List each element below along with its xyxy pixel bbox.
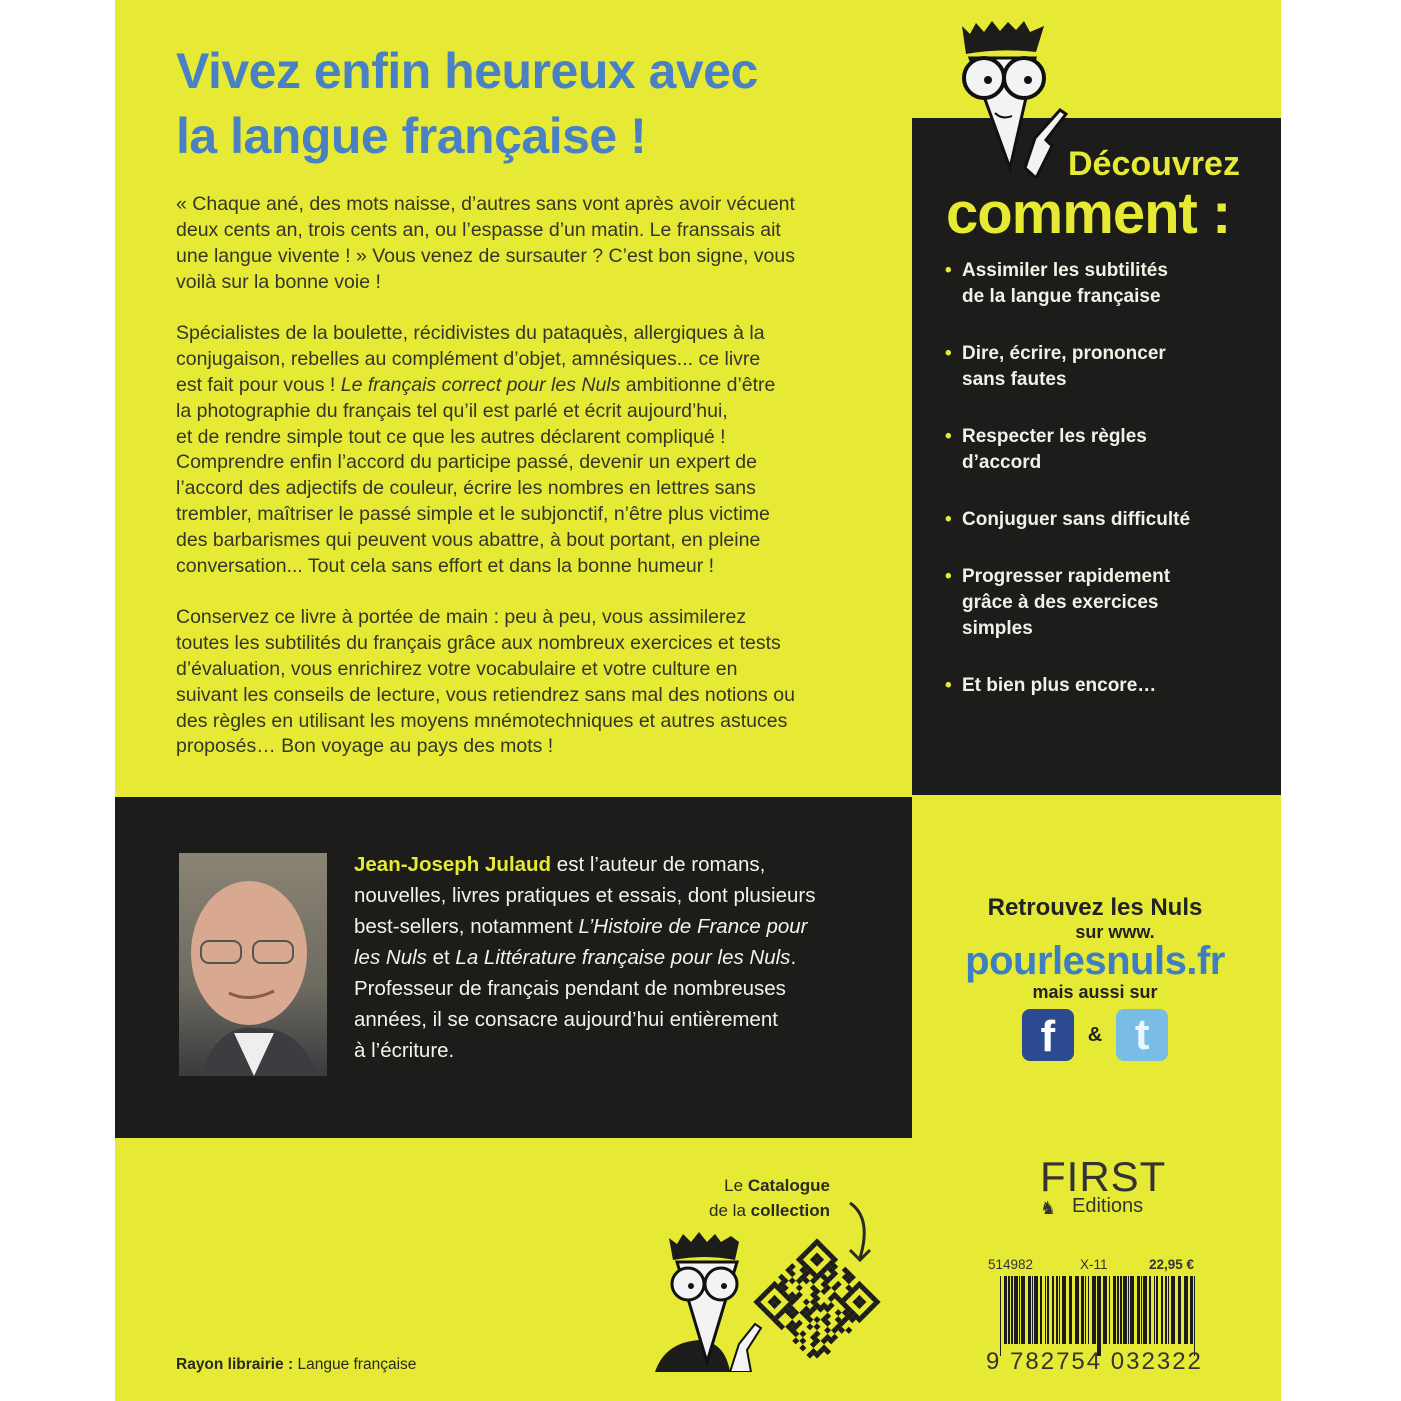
text-line: toutes les subtilités du français grâce aux nombreux exercices et tests: [176, 631, 781, 654]
barcode-bar: [1149, 1276, 1151, 1344]
text-line: deux cents an, trois cents an, ou l’espasse d’un matin. Le franssais ait: [176, 218, 781, 241]
text-line: [176, 373, 775, 399]
barcode-bar: [1019, 1276, 1020, 1344]
promo-text: sur www.: [1075, 922, 1155, 942]
website-promo: [930, 893, 1260, 1061]
text: collection: [750, 1201, 830, 1220]
text-line: • Progresser rapidement: [962, 566, 1171, 587]
text-line: [354, 911, 816, 942]
text-line: [354, 942, 816, 973]
qr-module: [799, 1330, 806, 1337]
text-line: conjugaison, rebelles au complément d’objet, amnésiques... ce livre: [176, 347, 761, 370]
barcode-bar: [1143, 1276, 1147, 1344]
barcode: [1000, 1276, 1200, 1356]
intro-paragraph: [176, 192, 795, 296]
qr-module: [796, 1284, 803, 1291]
text-line: • Dire, écrire, prononcer: [962, 343, 1166, 364]
barcode-bar: [1154, 1276, 1155, 1344]
text: est fait pour vous !: [176, 373, 341, 396]
series-code: X-11: [1080, 1257, 1108, 1272]
barcode-bar: [1047, 1276, 1049, 1344]
qr-module: [799, 1344, 806, 1351]
text: est l’auteur de romans,: [551, 853, 766, 876]
text-line: de la langue française: [962, 286, 1161, 307]
author-bio: [354, 849, 816, 1066]
qr-module: [835, 1309, 842, 1316]
discover-heading: Découvrez: [1068, 145, 1240, 183]
shelf-label: Rayon librairie :: [176, 1356, 294, 1373]
text-line: « Chaque ané, des mots naisse, d’autres sans vont après avoir vécuent: [176, 193, 795, 215]
barcode-bar: [1123, 1276, 1127, 1344]
text-line: à l’écriture.: [354, 1039, 455, 1062]
text: best-sellers, notamment: [354, 915, 579, 938]
barcode-bar: [1178, 1276, 1181, 1344]
book-title: Le français correct pour les Nuls: [340, 373, 621, 396]
facebook-icon[interactable]: f: [1022, 1009, 1074, 1061]
text-line: l’accord des adjectifs de couleur, écrire les nombres en lettres sans: [176, 477, 756, 500]
feature-item: [945, 424, 1265, 476]
text-line: une langue vivente ! » Vous venez de sursauter ? C’est bon signe, vous: [176, 244, 795, 267]
qr-module: [792, 1337, 799, 1344]
text-line: • Conjuguer sans difficulté: [962, 509, 1191, 530]
text-line: Comprendre enfin l’accord du participe passé, devenir un expert de: [176, 451, 758, 474]
dummies-character-icon: [940, 18, 1070, 178]
website-link[interactable]: pourlesnuls.fr: [965, 939, 1225, 983]
product-code: 514982: [988, 1257, 1034, 1272]
text-line: Conservez ce livre à portée de main : peu à peu, vous assimilerez: [176, 606, 747, 628]
barcode-bar: [1011, 1276, 1013, 1344]
text-line: d’accord: [962, 452, 1042, 473]
barcode-bar: [1088, 1276, 1089, 1344]
barcode-bar: [1103, 1276, 1107, 1344]
closing-paragraph: [176, 605, 795, 760]
barcode-bar: [1165, 1276, 1167, 1344]
text: 032322: [1110, 1348, 1203, 1375]
barcode-bar: [1045, 1276, 1046, 1344]
text: Le: [724, 1176, 748, 1195]
barcode-bar: [1034, 1276, 1038, 1344]
barcode-bar: [1014, 1276, 1018, 1344]
isbn: [986, 1348, 1203, 1376]
barcode-bar: [1184, 1276, 1188, 1344]
qr-module: [803, 1298, 810, 1305]
qr-module: [824, 1327, 831, 1334]
text-line: conversation... Tout cela sans effort et dans la bonne humeur !: [176, 555, 715, 578]
catalogue-label: [700, 1173, 830, 1223]
barcode-bar: [1161, 1276, 1163, 1344]
text: ambitionne d’être: [620, 373, 776, 396]
ampersand: &: [1087, 1023, 1103, 1046]
price: 22,95 €: [1149, 1257, 1195, 1272]
feature-list: [945, 258, 1265, 730]
text-line: [354, 849, 816, 880]
shelf-value: Langue française: [293, 1356, 417, 1373]
qr-module: [789, 1277, 796, 1284]
publisher-emblem-icon: ♞: [1040, 1198, 1057, 1218]
barcode-bar: [1008, 1276, 1010, 1344]
barcode-bar: [1120, 1276, 1122, 1344]
barcode-bar: [1062, 1276, 1066, 1344]
text-line: la photographie du français tel qu’il est parlé et écrit aujourd’hui,: [176, 399, 728, 422]
feature-item: [945, 673, 1265, 699]
text-line: trembler, maîtriser le passé simple et le subjonctif, n’être plus victime: [176, 503, 770, 526]
publisher-subtitle: Editions: [1072, 1195, 1144, 1217]
qr-code[interactable]: [745, 1232, 890, 1372]
barcode-bar: [1156, 1276, 1158, 1344]
barcode-bar: [1056, 1276, 1058, 1344]
barcode-bar: [1128, 1276, 1129, 1344]
text-line: voilà sur la bonne voie !: [176, 270, 381, 293]
shelf-category: [176, 1356, 416, 1374]
text: 782754: [1010, 1348, 1103, 1375]
text-line: • Et bien plus encore…: [962, 675, 1157, 696]
text: et: [426, 946, 456, 969]
book-title: La Littérature française pour les Nuls: [455, 946, 791, 969]
barcode-bar: [1028, 1276, 1031, 1344]
barcode-bar: [1075, 1276, 1079, 1344]
text-line: suivant les conseils de lecture, vous retiendrez sans mal des notions ou: [176, 683, 795, 706]
promo-text: mais aussi sur: [1032, 982, 1158, 1002]
headline-line-2: la langue française !: [176, 108, 647, 164]
qr-module: [799, 1337, 806, 1344]
feature-item: [945, 564, 1265, 642]
barcode-bar: [1109, 1276, 1110, 1344]
barcode-bar: [1000, 1276, 1001, 1356]
text: de la: [709, 1201, 751, 1220]
barcode-bar: [1032, 1276, 1033, 1344]
barcode-bar: [1085, 1276, 1086, 1344]
barcode-bar: [1092, 1276, 1096, 1344]
barcode-bar: [1040, 1276, 1042, 1344]
author-photo: [179, 853, 327, 1076]
text-line: sans fautes: [962, 369, 1067, 390]
barcode-bar: [1137, 1276, 1140, 1344]
text-line: des barbarismes qui peuvent vous abattre, à bout portant, en pleine: [176, 529, 761, 552]
barcode-bar: [1130, 1276, 1134, 1344]
text-line: d’évaluation, vous enrichirez votre vocabulaire et votre culture en: [176, 657, 738, 680]
qr-module: [845, 1327, 852, 1334]
book-title: les Nuls: [354, 946, 427, 969]
discover-subheading: comment :: [946, 181, 1231, 246]
barcode-bar: [1097, 1276, 1101, 1356]
barcode-bar: [1059, 1276, 1060, 1344]
qr-module: [813, 1323, 820, 1330]
barcode-bar: [1004, 1276, 1007, 1344]
barcode-bar: [1190, 1276, 1193, 1344]
publisher-logo: FIRST: [1040, 1153, 1167, 1200]
text-line: des règles en utilisant les moyens mnémotechniques et autres astuces: [176, 709, 788, 732]
text-line: nouvelles, livres pratiques et essais, dont plusieurs: [354, 884, 816, 907]
twitter-icon[interactable]: t: [1116, 1009, 1168, 1061]
barcode-bar: [1069, 1276, 1072, 1344]
text: .: [790, 946, 797, 969]
barcode-bar: [1081, 1276, 1084, 1344]
barcode-bar: [1168, 1276, 1169, 1344]
text-line: • Respecter les règles: [962, 426, 1147, 447]
feature-item: [945, 258, 1265, 310]
text-line: Professeur de français pendant de nombreuses: [354, 977, 786, 1000]
qr-module: [813, 1316, 820, 1323]
description-paragraph: [176, 321, 775, 580]
book-title: L’Histoire de France pour: [578, 915, 808, 938]
text: Catalogue: [747, 1176, 830, 1195]
qr-module: [806, 1323, 813, 1330]
text-line: et de rendre simple tout ce que les autres déclarent compliqué !: [176, 425, 726, 448]
barcode-bar: [1117, 1276, 1119, 1344]
barcode-bar: [1052, 1276, 1054, 1344]
barcode-bar: [1194, 1276, 1195, 1356]
text: 9: [986, 1348, 1002, 1375]
text-line: • Assimiler les subtilités: [962, 260, 1168, 281]
text-line: proposés… Bon voyage au pays des mots !: [176, 735, 554, 758]
barcode-bar: [1171, 1276, 1175, 1344]
barcode-bar: [1021, 1276, 1025, 1344]
text-line: Spécialistes de la boulette, récidivistes du pataquès, allergiques à la: [176, 322, 765, 344]
text-line: années, il se consacre aujourd’hui entièrement: [354, 1008, 778, 1031]
headline-line-1: Vivez enfin heureux avec: [176, 43, 758, 99]
promo-heading: Retrouvez les Nuls: [987, 894, 1203, 921]
barcode-bar: [1141, 1276, 1142, 1344]
text-line: simples: [962, 618, 1033, 639]
feature-item: [945, 341, 1265, 393]
author-name: Jean-Joseph Julaud: [354, 853, 552, 876]
text-line: grâce à des exercices: [962, 592, 1159, 613]
feature-item: [945, 507, 1265, 533]
barcode-bar: [1113, 1276, 1116, 1344]
